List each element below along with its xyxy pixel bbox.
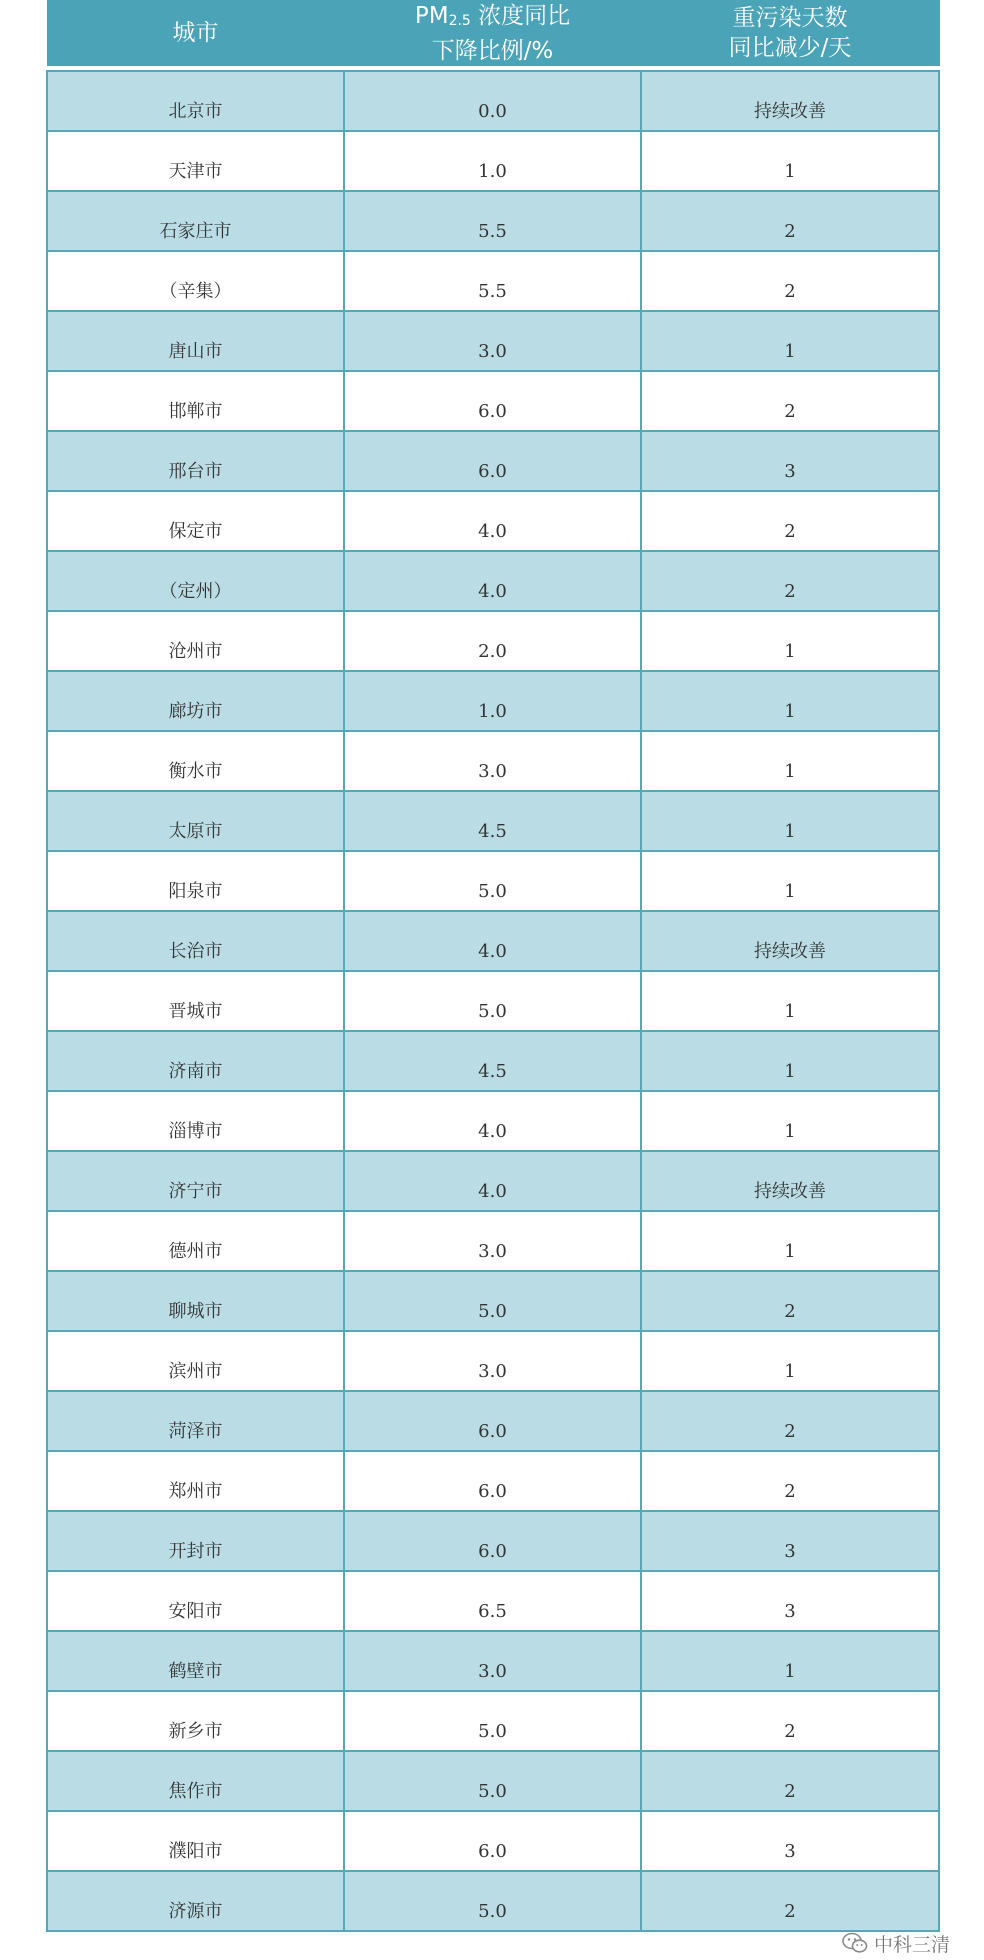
cell-city-text: 唐山市 [168, 341, 223, 362]
cell-pm25-decline-text: 4.0 [478, 521, 507, 542]
cell-city-text: 邢台市 [168, 461, 223, 482]
table-row [47, 1691, 939, 1751]
table-body [47, 66, 939, 1931]
cell-city-text: 德州市 [168, 1241, 223, 1262]
cell-heavy-days-reduction-text: 1 [784, 701, 796, 722]
table-row [47, 1871, 939, 1931]
cell-pm25-decline-text: 4.0 [478, 1181, 507, 1202]
cell-city [47, 1511, 344, 1571]
cell-heavy-days-reduction [641, 1331, 939, 1391]
cell-heavy-days-reduction [641, 1091, 939, 1151]
cell-city [47, 1451, 344, 1511]
cell-heavy-days-reduction [641, 71, 939, 131]
cell-heavy-days-reduction-text: 2 [784, 1781, 796, 1802]
cell-heavy-days-reduction-text: 2 [784, 1481, 796, 1502]
cell-heavy-days-reduction [641, 671, 939, 731]
cell-pm25-decline-text: 5.0 [478, 1781, 507, 1802]
table-row [47, 1571, 939, 1631]
cell-heavy-days-reduction-text: 1 [784, 1361, 796, 1382]
cell-city [47, 971, 344, 1031]
cell-city [47, 1811, 344, 1871]
cell-pm25-decline [344, 191, 641, 251]
cell-city-text: （定州） [159, 581, 232, 602]
cell-city [47, 131, 344, 191]
cell-city-text: 廊坊市 [168, 701, 223, 722]
cell-heavy-days-reduction [641, 1631, 939, 1691]
cell-city [47, 1751, 344, 1811]
cell-pm25-decline [344, 1271, 641, 1331]
cell-heavy-days-reduction [641, 371, 939, 431]
cell-city [47, 1271, 344, 1331]
cell-city-text: 新乡市 [168, 1721, 223, 1742]
cell-heavy-days-reduction-text: 1 [784, 341, 796, 362]
table-row [47, 431, 939, 491]
cell-heavy-days-reduction-text: 1 [784, 641, 796, 662]
table-row [47, 551, 939, 611]
cell-city-text: 天津市 [168, 161, 223, 182]
table-row [47, 851, 939, 911]
cell-pm25-decline-text: 5.0 [478, 881, 507, 902]
cell-heavy-days-reduction-text: 2 [784, 1421, 796, 1442]
table-row [47, 311, 939, 371]
cell-heavy-days-reduction-text: 1 [784, 821, 796, 842]
cell-heavy-days-reduction [641, 491, 939, 551]
table-row [47, 1091, 939, 1151]
cell-heavy-days-reduction-text: 1 [784, 881, 796, 902]
table-row [47, 791, 939, 851]
cell-pm25-decline [344, 371, 641, 431]
cell-pm25-decline [344, 551, 641, 611]
cell-city-text: 邯郸市 [168, 401, 223, 422]
cell-heavy-days-reduction-text: 持续改善 [754, 101, 826, 122]
wechat-icon [842, 1932, 868, 1954]
table-row [47, 971, 939, 1031]
cell-pm25-decline-text: 3.0 [478, 761, 507, 782]
cell-heavy-days-reduction [641, 971, 939, 1031]
cell-heavy-days-reduction-text: 持续改善 [754, 941, 826, 962]
table-row [47, 131, 939, 191]
cell-heavy-days-reduction [641, 851, 939, 911]
cell-pm25-decline-text: 1.0 [478, 161, 507, 182]
cell-city [47, 1151, 344, 1211]
cell-city-text: 鹤壁市 [168, 1661, 223, 1682]
cell-pm25-decline-text: 6.0 [478, 1481, 507, 1502]
cell-heavy-days-reduction-text: 2 [784, 401, 796, 422]
table-row [47, 1031, 939, 1091]
header-pm-suffix: 浓度同比 [470, 2, 571, 29]
cell-pm25-decline [344, 1811, 641, 1871]
cell-pm25-decline [344, 851, 641, 911]
cell-pm25-decline-text: 6.0 [478, 401, 507, 422]
table-row [47, 1391, 939, 1451]
cell-city-text: 焦作市 [168, 1781, 223, 1802]
table-row [47, 911, 939, 971]
cell-city [47, 1871, 344, 1931]
header-pm25-decline [344, 0, 641, 66]
cell-city [47, 1211, 344, 1271]
cell-pm25-decline [344, 251, 641, 311]
cell-pm25-decline [344, 1031, 641, 1091]
cell-city-text: 濮阳市 [168, 1841, 223, 1862]
cell-city-text: 保定市 [168, 521, 223, 542]
cell-pm25-decline-text: 4.0 [478, 1121, 507, 1142]
cell-city-text: 安阳市 [168, 1601, 223, 1622]
cell-city [47, 1631, 344, 1691]
cell-pm25-decline [344, 911, 641, 971]
cell-heavy-days-reduction [641, 1451, 939, 1511]
table-row [47, 1271, 939, 1331]
header-days-line1: 重污染天数 [732, 5, 848, 31]
cell-heavy-days-reduction [641, 1151, 939, 1211]
cell-pm25-decline [344, 1451, 641, 1511]
cell-pm25-decline [344, 1211, 641, 1271]
cell-city [47, 1331, 344, 1391]
cell-pm25-decline-text: 6.0 [478, 1841, 507, 1862]
cell-city [47, 1091, 344, 1151]
cell-heavy-days-reduction [641, 551, 939, 611]
table-row [47, 731, 939, 791]
table-row [47, 71, 939, 131]
cell-heavy-days-reduction [641, 1751, 939, 1811]
cell-heavy-days-reduction [641, 1511, 939, 1571]
cell-pm25-decline-text: 5.5 [478, 281, 507, 302]
cell-pm25-decline-text: 6.0 [478, 1421, 507, 1442]
cell-pm25-decline [344, 1151, 641, 1211]
table-row [47, 1751, 939, 1811]
cell-city-text: （辛集） [159, 281, 232, 302]
cell-pm25-decline-text: 6.0 [478, 461, 507, 482]
cell-city [47, 611, 344, 671]
pm25-city-table [46, 0, 940, 1932]
cell-city-text: 开封市 [168, 1541, 223, 1562]
cell-city [47, 251, 344, 311]
cell-pm25-decline [344, 1331, 641, 1391]
cell-pm25-decline-text: 5.5 [478, 221, 507, 242]
header-pm-prefix: PM [414, 2, 449, 29]
cell-city-text: 济宁市 [168, 1181, 223, 1202]
cell-city-text: 聊城市 [168, 1301, 223, 1322]
table-row [47, 671, 939, 731]
cell-heavy-days-reduction-text: 持续改善 [754, 1181, 826, 1202]
cell-heavy-days-reduction-text: 3 [784, 1541, 796, 1562]
cell-pm25-decline-text: 3.0 [478, 341, 507, 362]
cell-city [47, 731, 344, 791]
cell-city [47, 71, 344, 131]
header-pm25-line1 [345, 1, 641, 36]
table-row [47, 371, 939, 431]
cell-heavy-days-reduction-text: 2 [784, 1301, 796, 1322]
cell-heavy-days-reduction [641, 731, 939, 791]
cell-heavy-days-reduction [641, 131, 939, 191]
cell-city-text: 滨州市 [168, 1361, 223, 1382]
cell-pm25-decline-text: 4.5 [478, 1061, 507, 1082]
cell-pm25-decline [344, 791, 641, 851]
cell-pm25-decline [344, 1391, 641, 1451]
cell-heavy-days-reduction-text: 2 [784, 221, 796, 242]
table-row [47, 1811, 939, 1871]
cell-pm25-decline-text: 4.0 [478, 941, 507, 962]
cell-pm25-decline-text: 1.0 [478, 701, 507, 722]
cell-city [47, 491, 344, 551]
cell-heavy-days-reduction [641, 911, 939, 971]
cell-pm25-decline-text: 3.0 [478, 1241, 507, 1262]
cell-heavy-days-reduction [641, 431, 939, 491]
cell-heavy-days-reduction [641, 1211, 939, 1271]
cell-city [47, 191, 344, 251]
cell-pm25-decline-text: 5.0 [478, 1001, 507, 1022]
cell-heavy-days-reduction-text: 3 [784, 1601, 796, 1622]
cell-city-text: 长治市 [168, 941, 223, 962]
table-header [47, 0, 939, 66]
cell-city-text: 菏泽市 [168, 1421, 223, 1442]
cell-city-text: 晋城市 [168, 1001, 223, 1022]
cell-pm25-decline-text: 4.0 [478, 581, 507, 602]
cell-pm25-decline-text: 4.5 [478, 821, 507, 842]
cell-heavy-days-reduction-text: 2 [784, 581, 796, 602]
cell-heavy-days-reduction-text: 1 [784, 761, 796, 782]
table-row [47, 1211, 939, 1271]
cell-pm25-decline [344, 731, 641, 791]
cell-city-text: 郑州市 [168, 1481, 223, 1502]
cell-city-text: 阳泉市 [168, 881, 223, 902]
cell-heavy-days-reduction [641, 1031, 939, 1091]
cell-pm25-decline-text: 5.0 [478, 1901, 507, 1922]
cell-pm25-decline-text: 6.0 [478, 1541, 507, 1562]
header-city-label: 城市 [172, 20, 219, 46]
cell-city-text: 太原市 [168, 821, 223, 842]
cell-heavy-days-reduction [641, 311, 939, 371]
table-row [47, 251, 939, 311]
cell-pm25-decline-text: 3.0 [478, 1361, 507, 1382]
table-row [47, 1331, 939, 1391]
cell-heavy-days-reduction-text: 1 [784, 1241, 796, 1262]
table-row [47, 191, 939, 251]
cell-pm25-decline [344, 1631, 641, 1691]
cell-pm25-decline-text: 5.0 [478, 1721, 507, 1742]
cell-heavy-days-reduction [641, 251, 939, 311]
cell-city [47, 551, 344, 611]
cell-city-text: 济源市 [168, 1901, 223, 1922]
header-city [47, 0, 344, 66]
cell-city [47, 851, 344, 911]
cell-city [47, 671, 344, 731]
cell-pm25-decline-text: 6.5 [478, 1601, 507, 1622]
cell-heavy-days-reduction-text: 2 [784, 281, 796, 302]
cell-heavy-days-reduction-text: 2 [784, 521, 796, 542]
cell-heavy-days-reduction-text: 1 [784, 1001, 796, 1022]
cell-city-text: 沧州市 [168, 641, 223, 662]
cell-pm25-decline [344, 971, 641, 1031]
table-row [47, 611, 939, 671]
table-row [47, 491, 939, 551]
header-heavy-pollution-days [641, 0, 939, 66]
cell-heavy-days-reduction [641, 1391, 939, 1451]
cell-pm25-decline [344, 1751, 641, 1811]
table-row [47, 1151, 939, 1211]
cell-heavy-days-reduction-text: 3 [784, 1841, 796, 1862]
cell-pm25-decline [344, 611, 641, 671]
cell-pm25-decline [344, 671, 641, 731]
cell-city [47, 911, 344, 971]
cell-pm25-decline-text: 5.0 [478, 1301, 507, 1322]
cell-heavy-days-reduction-text: 1 [784, 1121, 796, 1142]
cell-heavy-days-reduction [641, 1871, 939, 1931]
cell-heavy-days-reduction-text: 1 [784, 1061, 796, 1082]
cell-city [47, 1391, 344, 1451]
cell-heavy-days-reduction [641, 1691, 939, 1751]
cell-heavy-days-reduction-text: 2 [784, 1721, 796, 1742]
cell-pm25-decline [344, 1871, 641, 1931]
cell-pm25-decline [344, 1571, 641, 1631]
cell-heavy-days-reduction-text: 3 [784, 461, 796, 482]
watermark [842, 1932, 950, 1954]
cell-city-text: 淄博市 [168, 1121, 223, 1142]
cell-heavy-days-reduction-text: 1 [784, 1661, 796, 1682]
cell-city [47, 311, 344, 371]
cell-heavy-days-reduction [641, 1811, 939, 1871]
watermark-text: 中科三清 [873, 1933, 950, 1956]
table-row [47, 1631, 939, 1691]
data-table-container [46, 0, 938, 1932]
cell-pm25-decline [344, 71, 641, 131]
cell-city [47, 1691, 344, 1751]
cell-heavy-days-reduction [641, 791, 939, 851]
header-pm-subscript: 2.5 [448, 12, 471, 29]
cell-city-text: 石家庄市 [159, 221, 232, 242]
cell-pm25-decline-text: 0.0 [478, 101, 507, 122]
table-row [47, 1451, 939, 1511]
cell-heavy-days-reduction [641, 191, 939, 251]
table-row [47, 1511, 939, 1571]
cell-pm25-decline [344, 1691, 641, 1751]
cell-heavy-days-reduction-text: 1 [784, 161, 796, 182]
cell-pm25-decline-text: 3.0 [478, 1661, 507, 1682]
cell-city-text: 济南市 [168, 1061, 223, 1082]
cell-city [47, 1031, 344, 1091]
cell-heavy-days-reduction [641, 611, 939, 671]
cell-city-text: 北京市 [168, 101, 223, 122]
cell-city [47, 1571, 344, 1631]
cell-heavy-days-reduction [641, 1271, 939, 1331]
cell-pm25-decline [344, 1091, 641, 1151]
cell-pm25-decline [344, 311, 641, 371]
header-days-line2: 同比减少/天 [728, 35, 852, 61]
cell-city-text: 衡水市 [168, 761, 223, 782]
cell-city [47, 431, 344, 491]
cell-pm25-decline [344, 491, 641, 551]
cell-pm25-decline-text: 2.0 [478, 641, 507, 662]
cell-pm25-decline [344, 1511, 641, 1571]
cell-pm25-decline [344, 131, 641, 191]
header-pm25-line2: 下降比例/% [431, 37, 554, 64]
cell-heavy-days-reduction [641, 1571, 939, 1631]
cell-city [47, 371, 344, 431]
cell-city [47, 791, 344, 851]
cell-pm25-decline [344, 431, 641, 491]
cell-heavy-days-reduction-text: 2 [784, 1901, 796, 1922]
